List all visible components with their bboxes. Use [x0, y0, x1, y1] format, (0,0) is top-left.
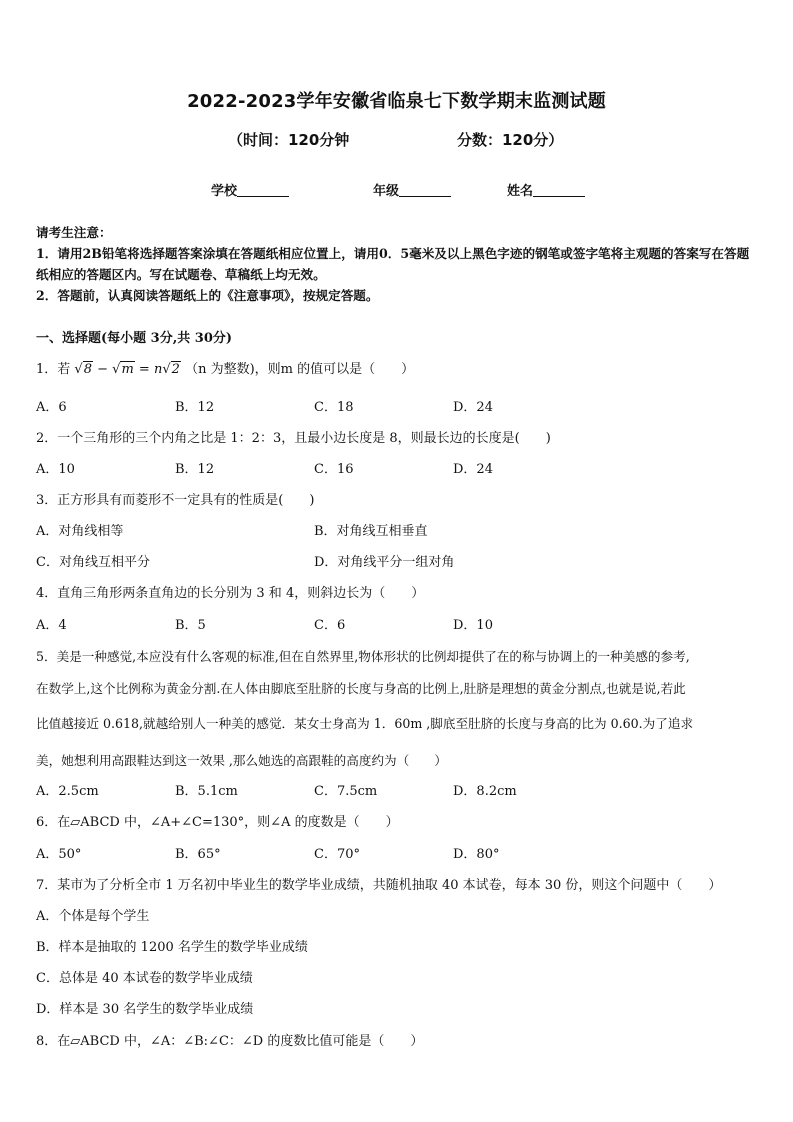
q5-option-d[interactable]: D．8.2cm	[453, 784, 517, 799]
school-label: 学校	[211, 184, 238, 199]
q1-option-d[interactable]: D．24	[453, 400, 493, 415]
q1-option-c[interactable]: C．18	[314, 400, 354, 415]
notice-item-1: 1．请用2B铅笔将选择题答案涂填在答题纸相应位置上，请用0．5毫米及以上黑色字迹的钢笔或签字笔将主观题的答案写在答题纸相应的答题区内。写在试题卷、草稿纸上均无效。	[36, 246, 750, 282]
q2-option-d[interactable]: D．24	[453, 462, 493, 477]
q7-option-b[interactable]: B．样本是抽取的 1200 名学生的数学毕业成绩	[36, 940, 308, 955]
question-5-line-1: 5．美是一种感觉,本应没有什么客观的标准,但在自然界里,物体形状的比例却提供了在的称与协调上的一种美感的参考,	[36, 649, 690, 664]
q7-option-d[interactable]: D．样本是 30 名学生的数学毕业成绩	[36, 1002, 254, 1017]
question-5-line-3: 比值越接近 0.618,就越给别人一种美的感觉．某女士身高为 1．60m ,脚底至肚脐的长度与身高的比为 0.60.为了追求	[36, 716, 694, 731]
q3-option-d[interactable]: D．对角线平分一组对角	[314, 555, 455, 570]
q1-option-a[interactable]: A．6	[36, 400, 67, 415]
name-field[interactable]	[507, 180, 585, 199]
q2-option-c[interactable]: C．16	[314, 462, 354, 477]
q4-option-d[interactable]: D．10	[453, 618, 493, 633]
q6-option-c[interactable]: C．70°	[314, 847, 360, 862]
q6-option-a[interactable]: A．50°	[36, 847, 82, 862]
notice-item-2: 2．答题前，认真阅读答题纸上的《注意事项》，按规定答题。	[36, 288, 379, 303]
question-8-stem: 8．在▱ABCD 中，∠A：∠B:∠C：∠D 的度数比值可能是（ ）	[36, 1034, 424, 1049]
q2-option-b[interactable]: B．12	[175, 462, 215, 477]
exam-title: 2022-2023学年安徽省临泉七下数学期末监测试题	[187, 91, 606, 112]
question-3-stem: 3．正方形具有而菱形不一定具有的性质是( )	[36, 493, 315, 508]
exam-score: 分数：120分）	[457, 131, 564, 149]
question-5-line-4: 美，她想利用高跟鞋达到这一效果 ,那么她选的高跟鞋的高度约为（ ）	[36, 753, 448, 768]
question-5-line-2: 在数学上,这个比例称为黄金分割.在人体由脚底至肚脐的长度与身高的比例上,肚脐是理想的黄金分割点,也就是说,若此	[36, 681, 686, 696]
q5-option-c[interactable]: C．7.5cm	[314, 784, 378, 799]
q6-option-d[interactable]: D．80°	[453, 847, 500, 862]
q1-suffix: （n 为整数)，则m 的值可以是（ ）	[185, 362, 415, 377]
question-7-stem: 7．某市为了分析全市 1 万名初中毕业生的数学毕业成绩，共随机抽取 40 本试卷，每本 30 份，则这个问题中（ ）	[36, 878, 722, 893]
q5-option-a[interactable]: A．2.5cm	[36, 784, 99, 799]
q5-option-b[interactable]: B．5.1cm	[175, 784, 238, 799]
q6-option-b[interactable]: B．65°	[175, 847, 221, 862]
name-label: 姓名	[507, 184, 534, 199]
question-6-stem: 6．在▱ABCD 中，∠A+∠C=130°，则∠A 的度数是（ ）	[36, 815, 399, 830]
section-heading: 一、选择题(每小题 3分,共 30分)	[36, 331, 233, 346]
question-2-stem: 2．一个三角形的三个内角之比是 1：2：3，且最小边长度是 8，则最长边的长度是( )	[36, 431, 551, 446]
q7-option-c[interactable]: C．总体是 40 本试卷的数学毕业成绩	[36, 971, 253, 986]
q4-option-a[interactable]: A．4	[36, 618, 67, 633]
question-1-stem	[36, 358, 414, 377]
q4-option-c[interactable]: C．6	[314, 618, 346, 633]
exam-time: （时间：120分钟	[228, 131, 350, 149]
q1-option-b[interactable]: B．12	[175, 400, 215, 415]
grade-field[interactable]	[373, 180, 451, 199]
grade-label: 年级	[373, 184, 400, 199]
q7-option-a[interactable]: A．个体是每个学生	[36, 909, 150, 924]
q1-prefix: 1．若	[36, 362, 71, 377]
q2-option-a[interactable]: A．10	[36, 462, 75, 477]
q3-option-b[interactable]: B．对角线互相垂直	[314, 524, 428, 539]
school-field[interactable]	[211, 180, 289, 199]
q3-option-a[interactable]: A．对角线相等	[36, 524, 124, 539]
q3-option-c[interactable]: C．对角线互相平分	[36, 555, 150, 570]
question-4-stem: 4．直角三角形两条直角边的长分别为 3 和 4，则斜边长为（ ）	[36, 586, 425, 601]
notice-heading: 请考生注意：	[36, 225, 112, 240]
q1-equation: √8 − √m = n√2	[74, 362, 180, 377]
q4-option-b[interactable]: B．5	[175, 618, 206, 633]
